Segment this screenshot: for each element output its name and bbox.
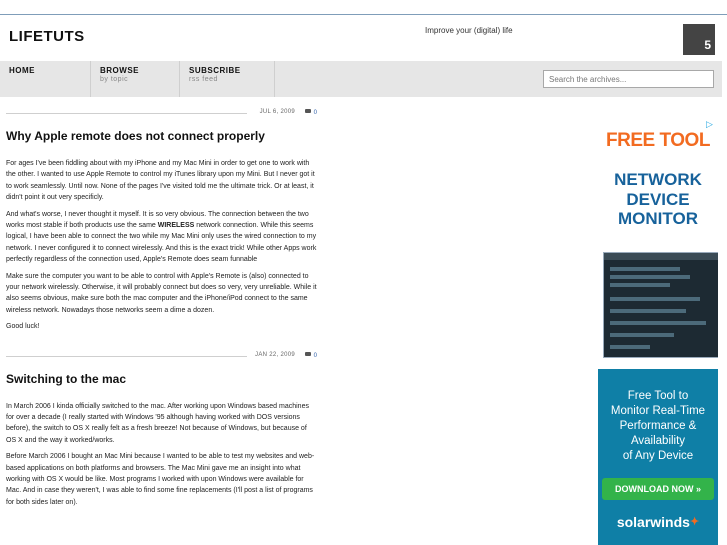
emphasis-text: WIRELESS [157,221,195,229]
post-paragraph: Before March 2006 I bought an Mac Mini because I wanted to be able to test my websites and web-based applications on both platforms and browsers. The Mac Mini gave me an insight into what working with OS X would be like. Most programs I worked with upon Windows were available for Mac. And in case they weren't, I was able to find some fine replacements (I'll post a list of programs for both sides later on). [6,453,315,506]
site-tagline: Improve your (digital) life [425,26,513,35]
comment-icon [305,352,311,356]
nav-home-label: HOME [9,66,35,75]
ad-headline-line: DEVICE [626,189,690,209]
nav-browse[interactable] [91,61,180,97]
paragraph-text: And what's worse, I never thought it myself. It is so very obvious. The connection between the two works most stable if both products use the same [6,210,309,229]
ad-download-button[interactable]: DOWNLOAD NOW » [602,478,714,500]
count-badge: 5 [683,24,715,55]
screenshot-row [610,275,690,279]
post-paragraph: For ages I've been fiddling about with my iPhone and my Mac Mini in order to get one to work with the other. I wanted to use Apple Remote to control my iTunes library upon my Mini. But I never got it to work seamlessly. Until now. None of the pages I've visited told me the ultimate trick. Or at least, it didn't point it out very specificly. [6,160,315,201]
nav-browse-sub: by topic [100,76,129,83]
comment-count: 0 [313,352,317,359]
comment-count-link[interactable] [305,109,317,116]
post-meta [6,351,317,361]
comment-count-link[interactable] [305,352,317,359]
screenshot-row [610,283,670,287]
ad-screenshot-image [603,252,718,358]
ad-brand-name: solarwinds [616,514,690,530]
post-date: JAN 22, 2009 [255,351,295,358]
comment-icon [305,109,311,113]
screenshot-titlebar [604,253,718,260]
ad-headline-line: NETWORK [614,170,702,189]
post-paragraph: In March 2006 I kinda officially switched to the mac. After working upon Windows based machines for over a decade (I really started with Windows '95 although having worked with DOS versions before), the switch to OS X really felt as a fresh breeze! Not because of Windows, but because of OS X and the way it worked/works. [6,402,309,444]
ad-body-line: Performance & [619,420,697,432]
post-meta [6,108,317,118]
top-divider [0,14,727,15]
nav-home[interactable] [0,61,91,97]
nav-browse-label: BROWSE [100,66,139,75]
ad-headline-line: MONITOR [618,209,698,228]
post-title[interactable]: Why Apple remote does not connect properly [6,129,265,143]
meta-divider [6,113,247,114]
paragraph-text: network connection. While this seems logical, I have been able to connect the two while my Mac Mini only uses the wired connection to my network. I never configured it to connect wirelessly. And this is the exact trick! While other Apps work perfectly regardless of the connection used, Apple's Remote does seam funnable [6,221,317,263]
post-paragraph: Make sure the computer you want to be able to control with Apple's Remote is (also) connected to your network wirelessly. Otherwise, it will probably connect but does so very, very unreliable. While it also seems obvious, make sure both the mac computer and the iPhone/iPod connect to the same wireless network. Nowadays those networks seem a dime a dozen. [6,272,317,314]
ad-choices-icon[interactable]: ▷ [706,119,713,129]
ad-free-tool: FREE TOOL [606,130,710,151]
ad-body-line: of Any Device [622,450,694,462]
ad-headline [598,170,718,229]
ad-body-line: Free Tool to [627,390,689,402]
post [6,108,317,333]
post-paragraph [6,209,317,265]
ad-body-line: Monitor Real-Time [610,405,706,417]
bird-icon: ✦ [689,516,700,528]
ad-brand-logo [598,514,718,530]
screenshot-row [610,309,686,313]
screenshot-row [610,321,706,325]
screenshot-row [610,267,680,271]
nav-subscribe-label: SUBSCRIBE [189,66,241,75]
screenshot-row [610,297,700,301]
search-input[interactable] [543,70,714,88]
screenshot-row [610,333,674,337]
post-paragraph: Good luck! [6,323,40,331]
comment-count: 0 [313,110,317,116]
site-title[interactable]: LIFETUTS [9,28,85,45]
ad-body-line: Availability [630,435,686,447]
ad-body [598,389,718,464]
nav-subscribe-sub: rss feed [189,76,218,83]
sidebar-ad[interactable] [598,119,718,545]
post-date: JUL 6, 2009 [259,109,295,115]
nav-subscribe[interactable] [180,61,275,97]
post-list [6,108,317,513]
post [6,351,317,508]
post-title[interactable]: Switching to the mac [6,371,127,386]
screenshot-row [610,345,650,349]
meta-divider [6,356,247,357]
